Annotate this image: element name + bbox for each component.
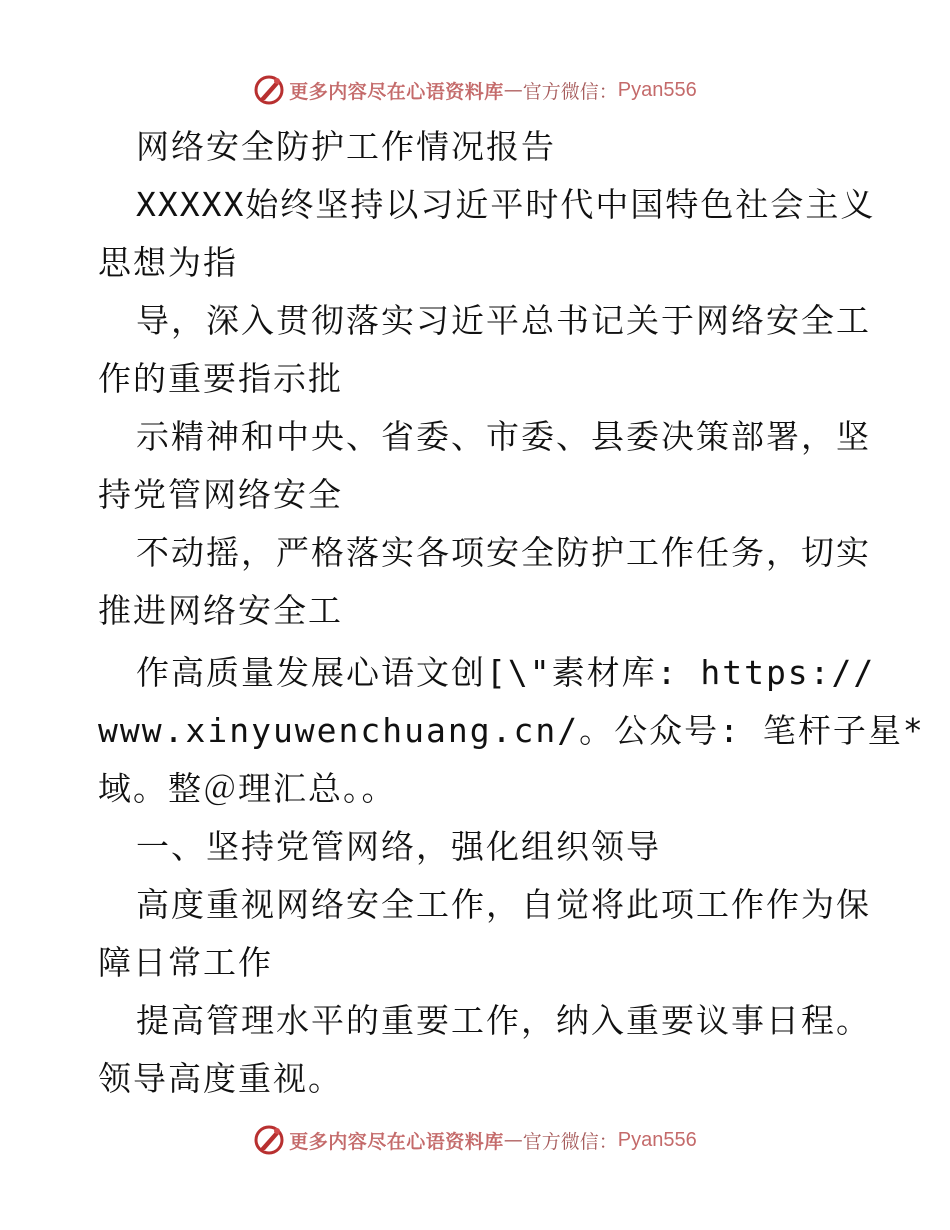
paragraph-line: www.xinyuwenchuang.cn/。公众号: 笔杆子星* <box>98 711 925 750</box>
paragraph-line: 推进网络安全工 <box>98 591 343 630</box>
paragraph-line: 不动摇，严格落实各项安全防护工作任务，切实 <box>136 533 871 572</box>
brush-logo-icon <box>253 74 285 106</box>
banner-wechat-label: 官方微信： <box>522 1130 618 1153</box>
banner-wechat-handle: Pyan556 <box>617 1128 697 1151</box>
section-heading: 一、坚持党管网络，强化组织领导 <box>136 827 661 866</box>
paragraph-line: 提高管理水平的重要工作，纳入重要议事日程。 <box>136 1001 871 1040</box>
paragraph-line: 导，深入贯彻落实习近平总书记关于网络安全工 <box>136 301 871 340</box>
header-banner <box>0 70 950 110</box>
banner-wechat-label: 官方微信： <box>522 80 618 103</box>
paragraph-line: XXXXX始终坚持以习近平时代中国特色社会主义 <box>136 185 876 224</box>
paragraph-line: 作的重要指示批 <box>98 359 343 398</box>
banner-wechat-handle: Pyan556 <box>617 78 697 101</box>
footer-banner <box>0 1120 950 1160</box>
banner-slogan: 更多内容尽在心语资料库 <box>289 80 504 103</box>
banner-separator: — <box>503 1129 523 1151</box>
paragraph-line: 领导高度重视。 <box>98 1059 343 1098</box>
banner-slogan: 更多内容尽在心语资料库 <box>289 1130 504 1153</box>
paragraph-line: 思想为指 <box>98 243 238 282</box>
paragraph-line: 高度重视网络安全工作，自觉将此项工作作为保 <box>136 885 871 924</box>
paragraph-line: 障日常工作 <box>98 943 273 982</box>
document-title: 网络安全防护工作情况报告 <box>136 127 556 166</box>
paragraph-line: 作高质量发展心语文创[\"素材库: https:// <box>136 653 876 692</box>
paragraph-line: 示精神和中央、省委、市委、县委决策部署，坚 <box>136 417 871 456</box>
paragraph-line: 持党管网络安全 <box>98 475 343 514</box>
banner-separator: — <box>503 79 523 101</box>
brush-logo-icon <box>253 1124 285 1156</box>
paragraph-line: 域。整＠理汇总。。 <box>98 769 397 808</box>
